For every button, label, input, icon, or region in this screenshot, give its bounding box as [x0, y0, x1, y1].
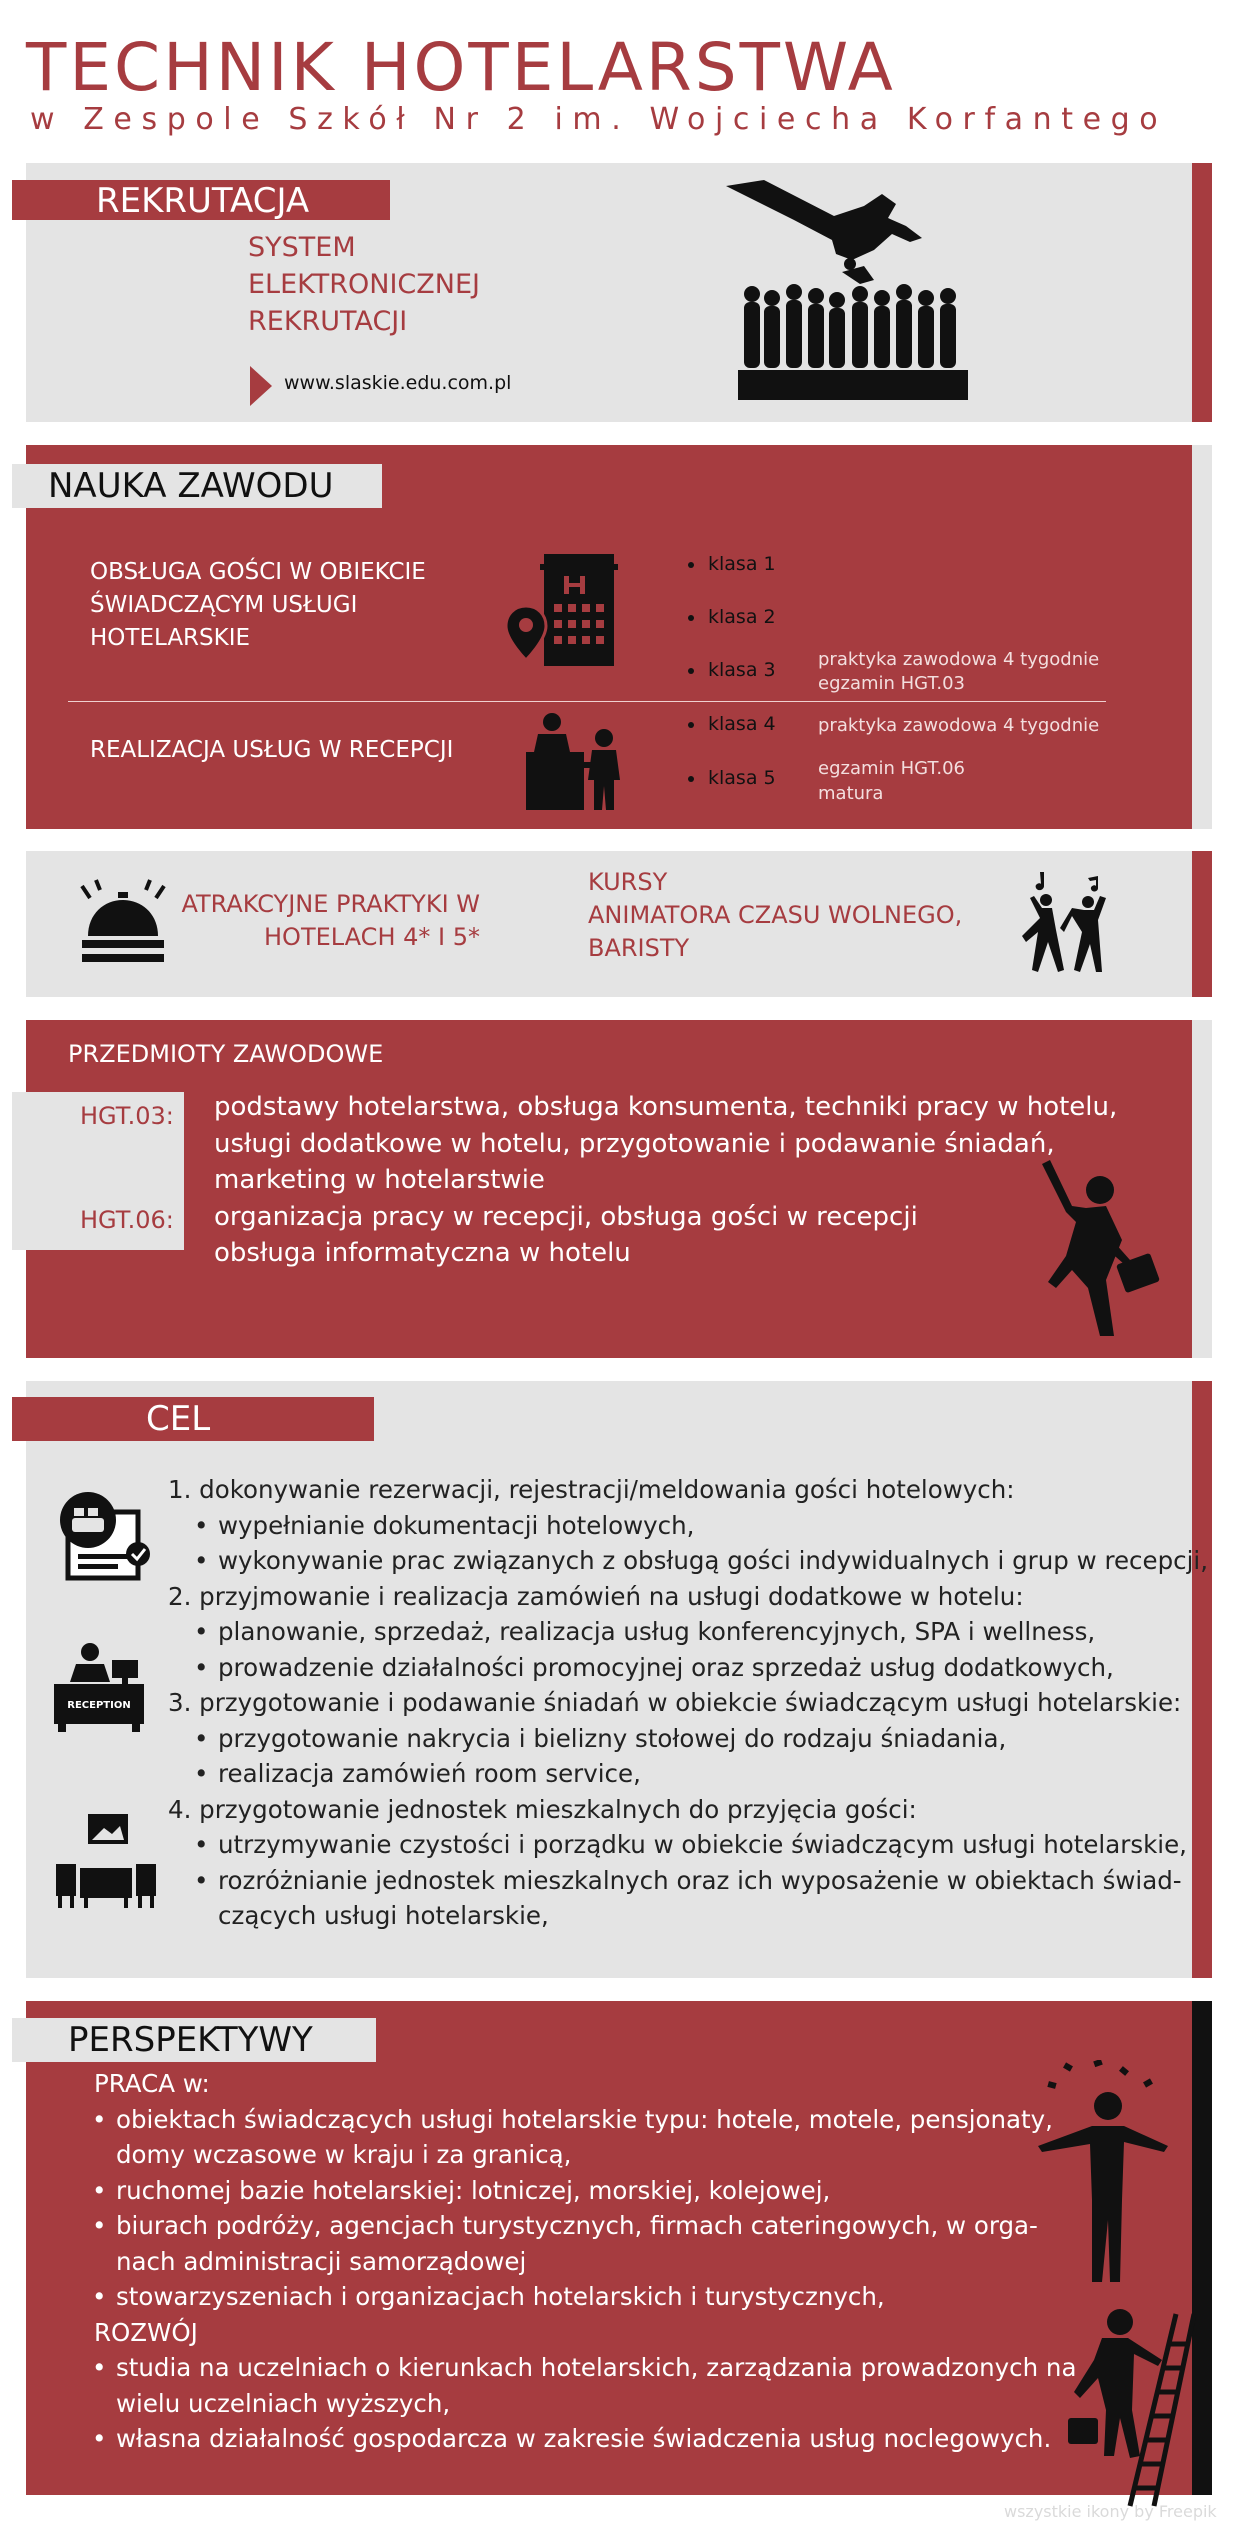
reception-counter-icon	[52, 1640, 146, 1734]
praca-item-2	[92, 2173, 1076, 2209]
praktyki-line-2: HOTELACH 4* I 5*	[264, 923, 480, 951]
note-class-3-line-2: egzamin HGT.03	[818, 673, 965, 694]
nauka-heading: NAUKA ZAWODU	[48, 466, 334, 506]
cel-sub-4-2: • rozróżnianie jednostek mieszkalnych oraz ich wyposażenie w obiektach świad-	[194, 1863, 1208, 1899]
cel-sub-3-1: • przygotowanie nakrycia i bielizny stołowej do rodzaju śniadania,	[194, 1721, 1208, 1757]
perspektywy-heading-box	[12, 2018, 376, 2062]
praca-item-1-line-1: • obiektach świadczących usługi hotelarskie typu: hotele, motele, pensjonaty,	[116, 2104, 1053, 2134]
note-class-3-line-1: praktyka zawodowa 4 tygodnie	[818, 649, 1100, 670]
rekrutacja-heading-box	[12, 180, 390, 220]
cel-sub-1-2: • wykonywanie prac związanych z obsługą gości indywidualnych i grup w recepcji,	[194, 1543, 1208, 1579]
perspektywy-list	[94, 2066, 1076, 2457]
celebrating-person-icon	[1036, 2060, 1170, 2282]
praca-item-2-line-1: • ruchomej bazie hotelarskiej: lotniczej, morskiej, kolejowej,	[116, 2175, 831, 2205]
cel-heading-box	[12, 1397, 374, 1441]
hotel-booking-icon	[58, 1490, 152, 1584]
przedmioty-line-4: organizacja pracy w recepcji, obsługa gości w recepcji	[214, 1201, 918, 1232]
cel-sub-3-2: • realizacja zamówień room service,	[194, 1756, 1208, 1792]
cel-sub-2-2: • prowadzenie działalności promocyjnej oraz sprzedaż usług dodatkowych,	[194, 1650, 1208, 1686]
rekrutacja-side-bar	[1192, 163, 1212, 422]
rozwoj-item-2-line-1: • własna działalność gospodarcza w zakresie świadczenia usług noclegowych.	[116, 2424, 1052, 2453]
perspektywy-heading: PERSPEKTYWY	[68, 2020, 313, 2060]
hand-dropping-people-icon	[724, 180, 974, 405]
przedmioty-line-3: marketing w hotelarstwie	[214, 1165, 545, 1195]
class-4: klasa 4	[688, 713, 776, 735]
przedmioty-heading: PRZEDMIOTY ZAWODOWE	[68, 1040, 384, 1068]
kursy-line-1: KURSY	[588, 868, 668, 896]
dancing-people-icon	[1014, 872, 1126, 976]
rozwoj-item-1-line-1: • studia na uczelniach o kierunkach hotelarskich, zarządzania prowadzonych na	[116, 2353, 1077, 2382]
praca-item-4	[92, 2279, 1076, 2315]
reception-bell-icon	[78, 878, 168, 964]
cel-item-1: 1. dokonywanie rezerwacji, rejestracji/meldowania gości hotelowych:	[168, 1475, 1015, 1504]
rekrutacja-system	[248, 229, 480, 340]
running-businessman-icon	[1036, 1160, 1160, 1338]
rozwoj-item-1-line-2: wielu uczelniach wyższych,	[116, 2388, 451, 2418]
przedmioty-line-2: usługi dodatkowe w hotelu, przygotowanie i podawanie śniadań,	[214, 1128, 1055, 1159]
praca-item-1-line-2: domy wczasowe w kraju i za granicą,	[116, 2140, 572, 2169]
przedmioty-side-bar	[1192, 1020, 1212, 1358]
ladder-climber-icon	[1064, 2306, 1196, 2508]
system-line-3: REKRUTACJI	[248, 306, 408, 337]
nauka-heading-box	[12, 464, 382, 508]
divider-line	[68, 701, 1106, 702]
rozwoj-item-2	[92, 2421, 1076, 2457]
rekrutacja-heading: REKRUTACJA	[96, 181, 310, 221]
system-line-2: ELEKTRONICZNEJ	[248, 269, 481, 300]
cel-sub-4-1: • utrzymywanie czystości i porządku w obiekcie świadczącym usługi hotelarskie,	[194, 1827, 1208, 1863]
przedmioty-line-5: obsługa informatyczna w hotelu	[214, 1238, 631, 1268]
cel-sub-1-1: • wypełnianie dokumentacji hotelowych,	[194, 1508, 1208, 1544]
page-title: TECHNIK HOTELARSTWA	[26, 29, 896, 106]
class-5: klasa 5	[688, 767, 776, 789]
nauka-side-bar	[1192, 445, 1212, 829]
praca-item-3-line-1: • biurach podróży, agencjach turystycznych, firmach cateringowych, w orga-	[116, 2211, 1038, 2240]
praktyki-text	[180, 888, 480, 954]
system-line-1: SYSTEM	[248, 232, 356, 263]
page-subtitle: w Zespole Szkół Nr 2 im. Wojciecha Korfantego	[30, 102, 1168, 137]
qualification-1-line-1: OBSŁUGA GOŚCI W OBIEKCIE	[90, 559, 426, 585]
room-furniture-icon	[54, 1812, 158, 1912]
link-arrow-icon	[250, 366, 272, 406]
reception-desk-icon	[526, 712, 626, 810]
qualification-1-line-2: ŚWIADCZĄCYM USŁUGI	[90, 592, 358, 618]
praca-item-3	[92, 2208, 1076, 2279]
kursy-line-2: ANIMATORA CZASU WOLNEGO,	[588, 901, 963, 929]
praca-item-3-line-2: nach administracji samorządowej	[116, 2246, 527, 2276]
cel-sub-2-1: • planowanie, sprzedaż, realizacja usług konferencyjnych, SPA i wellness,	[194, 1614, 1208, 1650]
note-class-4-line-1: praktyka zawodowa 4 tygodnie	[818, 715, 1100, 736]
note-class-5-line-1: egzamin HGT.06	[818, 758, 965, 779]
praca-item-1	[92, 2102, 1076, 2173]
rozwoj-label: ROZWÓJ	[94, 2317, 198, 2347]
qualification-1	[90, 556, 426, 655]
praca-label: PRACA w:	[94, 2069, 210, 2098]
praktyki-line-1: ATRAKCYJNE PRAKTYKI W	[181, 890, 480, 918]
class-1: klasa 1	[688, 553, 776, 575]
przedmioty-line-1: podstawy hotelarstwa, obsługa konsumenta, techniki pracy w hotelu,	[214, 1092, 1118, 1122]
cel-list	[168, 1472, 1208, 1934]
rozwoj-item-1	[92, 2350, 1076, 2421]
praca-item-4-line-1: • stowarzyszeniach i organizacjach hotelarskich i turystycznych,	[116, 2282, 885, 2311]
przedmioty-list	[214, 1089, 1117, 1272]
cel-sub-4-2-cont: czących usługi hotelarskie,	[218, 1901, 549, 1930]
note-class-5-line-2: matura	[818, 783, 884, 804]
kursy-line-3: BARISTY	[588, 934, 690, 962]
extras-side-bar	[1192, 851, 1212, 997]
code-hgt06: HGT.06:	[80, 1206, 174, 1234]
class-3: klasa 3	[688, 659, 776, 681]
reception-label: RECEPTION	[67, 1700, 131, 1711]
hotel-location-icon	[506, 554, 622, 666]
cel-item-3: 3. przygotowanie i podawanie śniadań w obiekcie świadczącym usługi hotelarskie:	[168, 1688, 1182, 1717]
cel-item-2: 2. przyjmowanie i realizacja zamówień na usługi dodatkowe w hotelu:	[168, 1581, 1024, 1611]
cel-heading: CEL	[146, 1399, 211, 1439]
rekrutacja-link[interactable]: www.slaskie.edu.com.pl	[284, 372, 512, 394]
code-hgt03: HGT.03:	[80, 1102, 174, 1130]
qualification-2: REALIZACJA USŁUG W RECEPCJI	[90, 737, 454, 763]
cel-item-4: 4. przygotowanie jednostek mieszkalnych do przyjęcia gości:	[168, 1794, 917, 1824]
kursy-text	[588, 866, 962, 965]
qualification-1-line-3: HOTELARSKIE	[90, 625, 251, 651]
class-2: klasa 2	[688, 606, 776, 628]
icons-credit: wszystkie ikony by Freepik	[1004, 2502, 1217, 2521]
